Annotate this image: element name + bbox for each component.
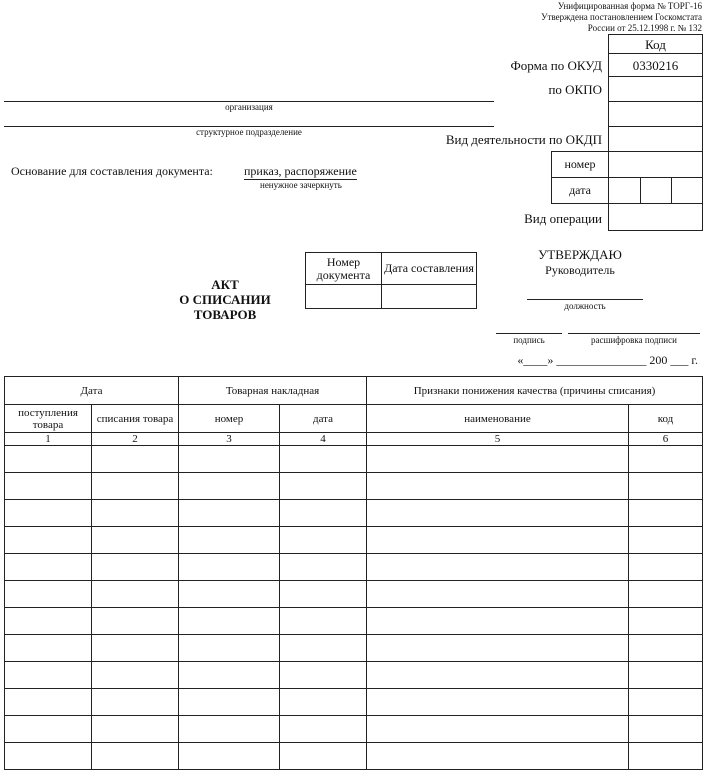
table-row [5, 527, 703, 554]
empty-code-box[interactable] [608, 101, 703, 127]
okdp-label: Вид деятельности по ОКДП [445, 132, 602, 147]
writeoff-table [4, 376, 703, 770]
form-reference [442, 1, 702, 34]
table-cell[interactable] [179, 554, 280, 581]
table-cell[interactable] [5, 527, 92, 554]
signature-decode-line[interactable] [568, 333, 700, 334]
table-row [5, 581, 703, 608]
table-cell[interactable] [367, 743, 629, 770]
table-cell[interactable] [629, 473, 703, 500]
table-cell[interactable] [629, 446, 703, 473]
table-body [5, 446, 703, 770]
table-column-header-row [5, 405, 703, 433]
table-cell[interactable] [179, 716, 280, 743]
form-reference-line1: Унифицированная форма № ТОРГ-16 [557, 1, 702, 11]
table-cell[interactable] [179, 473, 280, 500]
vid-operacii-box[interactable] [608, 203, 703, 231]
table-cell[interactable] [367, 608, 629, 635]
okud-value: 0330216 [608, 53, 703, 77]
col-number-6: 6 [629, 433, 703, 446]
signature-caption: подпись [513, 335, 545, 345]
table-cell[interactable] [5, 554, 92, 581]
table-cell[interactable] [629, 527, 703, 554]
group-date-header: Дата [5, 377, 179, 405]
table-cell[interactable] [367, 635, 629, 662]
table-cell[interactable] [92, 581, 179, 608]
table-cell[interactable] [179, 635, 280, 662]
basis-value[interactable]: приказ, распоряжение [244, 164, 357, 178]
basis-label: Основание для составления документа: [11, 164, 213, 178]
date-year-box[interactable] [671, 177, 703, 204]
vid-operacii-label: Вид операции [524, 211, 602, 226]
basis-caption: ненужное зачеркнуть [260, 180, 342, 190]
table-cell[interactable] [280, 581, 367, 608]
okpo-value-box[interactable] [608, 76, 703, 102]
table-cell[interactable] [92, 689, 179, 716]
act-title [150, 277, 300, 322]
table-row [5, 554, 703, 581]
division-caption: структурное подразделение [196, 127, 302, 137]
table-cell[interactable] [5, 662, 92, 689]
table-row [5, 500, 703, 527]
table-cell[interactable] [629, 662, 703, 689]
table-cell[interactable] [367, 473, 629, 500]
nomer-label: номер [551, 151, 609, 178]
approve-role: Руководитель [545, 263, 615, 277]
col-receipt-header: поступления товара [5, 405, 92, 433]
signature-line[interactable] [496, 333, 562, 334]
position-line[interactable] [527, 299, 643, 300]
table-cell[interactable] [92, 635, 179, 662]
col-code-header: код [629, 405, 703, 433]
table-cell[interactable] [280, 500, 367, 527]
col-number-4: 4 [280, 433, 367, 446]
date-month-box[interactable] [640, 177, 672, 204]
table-cell[interactable] [5, 608, 92, 635]
data-label: дата [551, 177, 609, 204]
table-cell[interactable] [92, 527, 179, 554]
col-number-2: 2 [92, 433, 179, 446]
table-cell[interactable] [280, 554, 367, 581]
table-row [5, 446, 703, 473]
table-cell[interactable] [179, 662, 280, 689]
table-cell[interactable] [5, 446, 92, 473]
table-cell[interactable] [629, 500, 703, 527]
table-row [5, 473, 703, 500]
table-cell[interactable] [280, 527, 367, 554]
col-date-header: дата [280, 405, 367, 433]
table-cell[interactable] [179, 743, 280, 770]
table-cell[interactable] [5, 473, 92, 500]
table-cell[interactable] [629, 581, 703, 608]
table-cell[interactable] [367, 689, 629, 716]
col-number-1: 1 [5, 433, 92, 446]
table-cell[interactable] [179, 500, 280, 527]
table-cell[interactable] [92, 500, 179, 527]
table-cell[interactable] [629, 554, 703, 581]
table-cell[interactable] [367, 716, 629, 743]
table-cell[interactable] [5, 743, 92, 770]
table-cell[interactable] [280, 473, 367, 500]
table-cell[interactable] [5, 689, 92, 716]
table-cell[interactable] [367, 662, 629, 689]
approve-date-line[interactable]: «____» _______________ 200 ___ г. [517, 353, 698, 367]
table-cell[interactable] [280, 608, 367, 635]
table-cell[interactable] [179, 689, 280, 716]
col-number-header: номер [179, 405, 280, 433]
table-cell[interactable] [367, 554, 629, 581]
okud-label: Форма по ОКУД [510, 58, 602, 73]
doc-number-header: Номер документа [305, 252, 382, 285]
act-title-line1: АКТ [211, 277, 239, 292]
table-cell[interactable] [629, 635, 703, 662]
table-cell[interactable] [92, 554, 179, 581]
doc-date-value[interactable] [381, 284, 477, 309]
table-cell[interactable] [280, 689, 367, 716]
table-cell[interactable] [629, 608, 703, 635]
table-cell[interactable] [92, 473, 179, 500]
table-cell[interactable] [179, 608, 280, 635]
table-cell[interactable] [179, 581, 280, 608]
table-cell[interactable] [367, 500, 629, 527]
col-name-header: наименование [367, 405, 629, 433]
table-cell[interactable] [280, 635, 367, 662]
table-cell[interactable] [92, 743, 179, 770]
table-cell[interactable] [629, 743, 703, 770]
table-cell[interactable] [92, 608, 179, 635]
table-cell[interactable] [367, 527, 629, 554]
table-number-row [5, 433, 703, 446]
table-cell[interactable] [5, 635, 92, 662]
col-writeoff-header: списания товара [92, 405, 179, 433]
table-cell[interactable] [280, 716, 367, 743]
table-cell[interactable] [92, 662, 179, 689]
act-title-line2: О СПИСАНИИ ТОВАРОВ [179, 292, 271, 322]
table-row [5, 716, 703, 743]
table-cell[interactable] [629, 716, 703, 743]
table-cell[interactable] [367, 581, 629, 608]
approve-heading: УТВЕРЖДАЮ [538, 247, 622, 262]
signature-decode-caption: расшифровка подписи [591, 335, 677, 345]
table-row [5, 743, 703, 770]
table-cell[interactable] [92, 716, 179, 743]
doc-number-value[interactable] [305, 284, 382, 309]
date-day-box[interactable] [608, 177, 641, 204]
kod-header: Код [608, 34, 703, 54]
okpo-label: по ОКПО [548, 82, 602, 97]
table-cell[interactable] [92, 446, 179, 473]
nomer-value-box[interactable] [608, 151, 703, 178]
table-group-header-row [5, 377, 703, 405]
okdp-value-box[interactable] [608, 126, 703, 152]
table-row [5, 635, 703, 662]
form-reference-line3: России от 25.12.1998 г. № 132 [587, 23, 702, 33]
table-cell[interactable] [280, 446, 367, 473]
table-cell[interactable] [280, 662, 367, 689]
group-invoice-header: Товарная накладная [179, 377, 367, 405]
table-cell[interactable] [5, 581, 92, 608]
col-number-3: 3 [179, 433, 280, 446]
col-number-5: 5 [367, 433, 629, 446]
form-reference-line2: Утверждена постановлением Госкомстата [541, 12, 702, 22]
table-cell[interactable] [629, 689, 703, 716]
position-caption: должность [564, 301, 606, 311]
organization-caption: организация [225, 102, 273, 112]
table-row [5, 608, 703, 635]
group-quality-header: Признаки понижения качества (причины списания) [367, 377, 703, 405]
table-cell[interactable] [280, 743, 367, 770]
doc-date-header: Дата составления [381, 252, 477, 285]
table-row [5, 689, 703, 716]
table-cell[interactable] [179, 527, 280, 554]
table-cell[interactable] [367, 446, 629, 473]
table-row [5, 662, 703, 689]
table-cell[interactable] [5, 500, 92, 527]
table-cell[interactable] [179, 446, 280, 473]
table-cell[interactable] [5, 716, 92, 743]
